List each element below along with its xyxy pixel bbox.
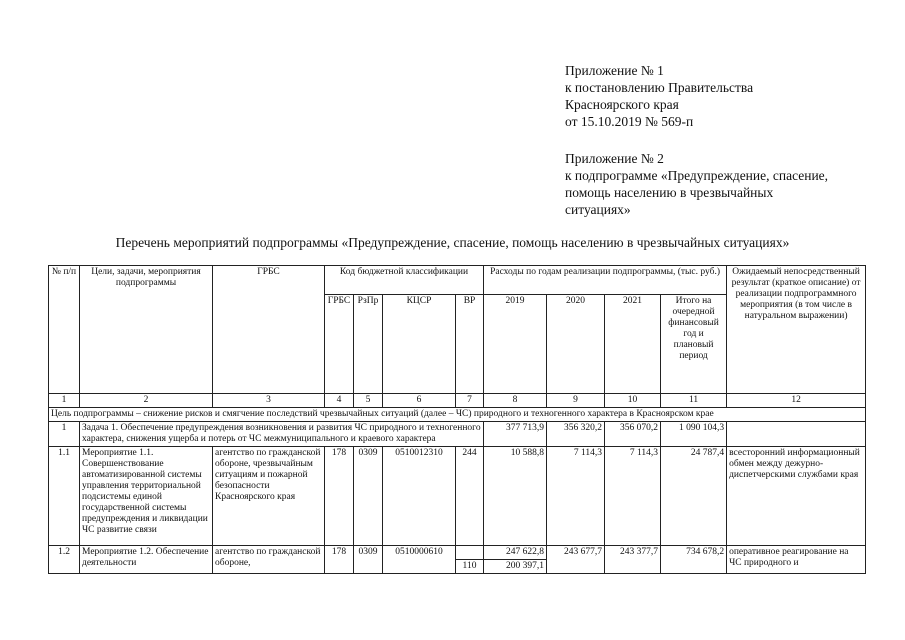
measure-result: всесторонний информационный обмен между дежурно-диспетчерскими службами края xyxy=(727,447,866,546)
header-year-2021: 2021 xyxy=(605,295,661,394)
appendix-2-line: помощь населению в чрезвычайных xyxy=(565,185,774,200)
measure-vr xyxy=(456,546,484,560)
column-number: 5 xyxy=(354,394,383,408)
header-code-vr: ВР xyxy=(456,295,484,394)
header-total: Итого на очередной финансовый год и плановый период xyxy=(661,295,727,394)
measure-grbs-name: агентство по гражданской обороне, чрезвычайным ситуациям и пожарной безопасности Красноярского края xyxy=(213,447,325,546)
measure-2021: 243 377,7 xyxy=(605,546,661,574)
header-num: № п/п xyxy=(49,266,80,394)
task-2019: 377 713,9 xyxy=(484,422,547,447)
measure-vr-sub: 110 xyxy=(456,560,484,574)
measure-kcsr: 0510000610 xyxy=(383,546,456,574)
task-2020: 356 320,2 xyxy=(547,422,605,447)
header-goals: Цели, задачи, мероприятия подпрограммы xyxy=(80,266,213,394)
measure-kcsr: 0510012310 xyxy=(383,447,456,546)
measure-grbs-name: агентство по гражданской обороне, xyxy=(213,546,325,574)
appendix-2-header xyxy=(565,150,875,218)
measure-2020: 243 677,7 xyxy=(547,546,605,574)
column-number: 3 xyxy=(213,394,325,408)
measure-num: 1.1 xyxy=(49,447,80,546)
table-row xyxy=(49,447,866,546)
goal-row xyxy=(49,408,866,422)
appendix-1-line: Приложение № 1 xyxy=(565,63,664,78)
goal-text: Цель подпрограммы – снижение рисков и смягчение последствий чрезвычайных ситуаций (далее – ЧС) природного и техногенного характера в Красноярском крае xyxy=(49,408,866,422)
measure-vr: 244 xyxy=(456,447,484,546)
appendix-1-line: Красноярского края xyxy=(565,97,679,112)
appendix-2-line: к подпрограмме «Предупреждение, спасение, xyxy=(565,168,829,183)
column-number: 9 xyxy=(547,394,605,408)
measure-rzpr: 0309 xyxy=(354,447,383,546)
document-title: Перечень мероприятий подпрограммы «Предупреждение, спасение, помощь населению в чрезвычайных ситуациях» xyxy=(115,235,790,250)
measure-2019-sub: 200 397,1 xyxy=(484,560,547,574)
column-number: 8 xyxy=(484,394,547,408)
column-number: 1 xyxy=(49,394,80,408)
appendix-1-line: к постановлению Правительства xyxy=(565,80,754,95)
column-number: 10 xyxy=(605,394,661,408)
measure-2019: 247 622,8 xyxy=(484,546,547,560)
header-grbs: ГРБС xyxy=(213,266,325,394)
measure-2019: 10 588,8 xyxy=(484,447,547,546)
column-number-row xyxy=(49,394,866,408)
column-number: 11 xyxy=(661,394,727,408)
task-text: Задача 1. Обеспечение предупреждения возникновения и развития ЧС природного и техногенного характера, снижения ущерба и потерь от ЧС межмуниципального и краевого характера xyxy=(80,422,484,447)
column-number: 7 xyxy=(456,394,484,408)
header-code-rzpr: РзПр xyxy=(354,295,383,394)
measure-rzpr: 0309 xyxy=(354,546,383,574)
measure-total: 24 787,4 xyxy=(661,447,727,546)
measure-result: оперативное реагирование на ЧС природного и xyxy=(727,546,866,574)
measure-2021: 7 114,3 xyxy=(605,447,661,546)
header-code-grbs: ГРБС xyxy=(325,295,354,394)
task-total: 1 090 104,3 xyxy=(661,422,727,447)
column-number: 6 xyxy=(383,394,456,408)
column-number: 4 xyxy=(325,394,354,408)
task-result xyxy=(727,422,866,447)
header-result: Ожидаемый непосредственный результат (краткое описание) от реализации подпрограммного мероприятия (в том числе в натуральном выражении) xyxy=(727,266,866,394)
header-budget-code: Код бюджетной классификации xyxy=(325,266,484,295)
appendix-2-line: ситуациях» xyxy=(565,202,631,217)
header-year-2019: 2019 xyxy=(484,295,547,394)
measure-grbs: 178 xyxy=(325,447,354,546)
table-row xyxy=(49,422,866,447)
task-num: 1 xyxy=(49,422,80,447)
measure-total: 734 678,2 xyxy=(661,546,727,574)
column-number: 2 xyxy=(80,394,213,408)
measures-table xyxy=(48,265,866,574)
table-row xyxy=(49,546,866,560)
measure-2020: 7 114,3 xyxy=(547,447,605,546)
measure-text: Мероприятие 1.2. Обеспечение деятельности xyxy=(80,546,213,574)
measure-grbs: 178 xyxy=(325,546,354,574)
measure-text: Мероприятие 1.1. Совершенствование автоматизированной системы управления территориальной подсистемы единой государственной системы предупреждения и ликвидации ЧС развитие связи xyxy=(80,447,213,546)
task-2021: 356 070,2 xyxy=(605,422,661,447)
appendix-2-line: Приложение № 2 xyxy=(565,151,664,166)
appendix-1-line: от 15.10.2019 № 569-п xyxy=(565,114,694,129)
header-expenses: Расходы по годам реализации подпрограммы, (тыс. руб.) xyxy=(484,266,727,295)
header-year-2020: 2020 xyxy=(547,295,605,394)
column-number: 12 xyxy=(727,394,866,408)
measure-num: 1.2 xyxy=(49,546,80,574)
header-code-kcsr: КЦСР xyxy=(383,295,456,394)
appendix-1-header xyxy=(565,62,865,130)
